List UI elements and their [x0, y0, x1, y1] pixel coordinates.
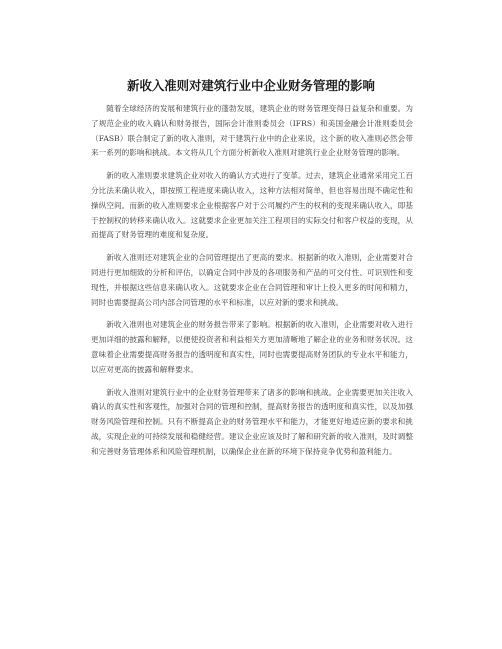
- paragraph-5: 新收入准则对建筑行业中的企业财务管理带来了诸多的影响和挑战。企业需要更加关注收入确认的真实性和客观性，加强对合同的管理和控制，提高财务报告的透明度和真实性，以及加强财务风险管理和控制。只有不断提高企业的财务管理水平和能力，才能更好地适应新的要求和挑战，实现企业的可持续发展和稳健经营。建议企业应该及时了解和研究新的收入准则，及时调整和完善财务管理体系和风险管理机制，以确保企业在新的环境下保持竞争优势和盈利能力。: [91, 387, 413, 456]
- paragraph-2: 新的收入准则要求建筑企业对收入的确认方式进行了变革。过去，建筑企业通常采用完工百分比法来确认收入，即按照工程进度来确认收入，这种方法相对简单，但也容易出现不确定性和操纵空间。而新的收入准则要求企业根据客户对于公司履约产生的权利的变现来确认收入，即基于控制权的转移来确认收入。这就要求企业更加关注工程项目的实际交付和客户权益的变现，从而提高了财务管理的难度和复杂度。: [91, 171, 413, 240]
- document-body: [91, 102, 413, 468]
- paragraph-3: 新收入准则还对建筑企业的合同管理提出了更高的要求。根据新的收入准则，企业需要对合同进行更加细致的分析和评估，以确定合同中涉及的各项服务和产品的可交付性、可识别性和变现性，并根据这些信息来确认收入。这就要求企业在合同管理和审计上投入更多的时间和精力，同时也需要提高公司内部合同管理的水平和标准，以应对新的要求和挑战。: [91, 253, 413, 307]
- document-title: 新收入准则对建筑行业中企业财务管理的影响: [127, 78, 375, 93]
- paragraph-1: 随着全球经济的发展和建筑行业的蓬勃发展，建筑企业的财务管理变得日益复杂和重要。为了规范企业的收入确认和财务报告，国际会计准则委员会（IFRS）和美国金融会计准则委员会（FASB）联合制定了新的收入准则，对于建筑行业中的企业来说，这个新的收入准则必然会带来一系列的影响和挑战。本文将从几个方面分析新收入准则对建筑行业企业财务管理的影响。: [91, 104, 413, 158]
- paragraph-4: 新收入准则也对建筑企业的财务报告带来了影响。根据新的收入准则，企业需要对收入进行更加详细的披露和解释，以便使投资者和利益相关方更加清晰地了解企业的业务和财务状况。这意味着企业需要提高财务报告的透明度和真实性，同时也需要提高财务团队的专业水平和能力，以应对更高的披露和解释要求。: [91, 320, 413, 374]
